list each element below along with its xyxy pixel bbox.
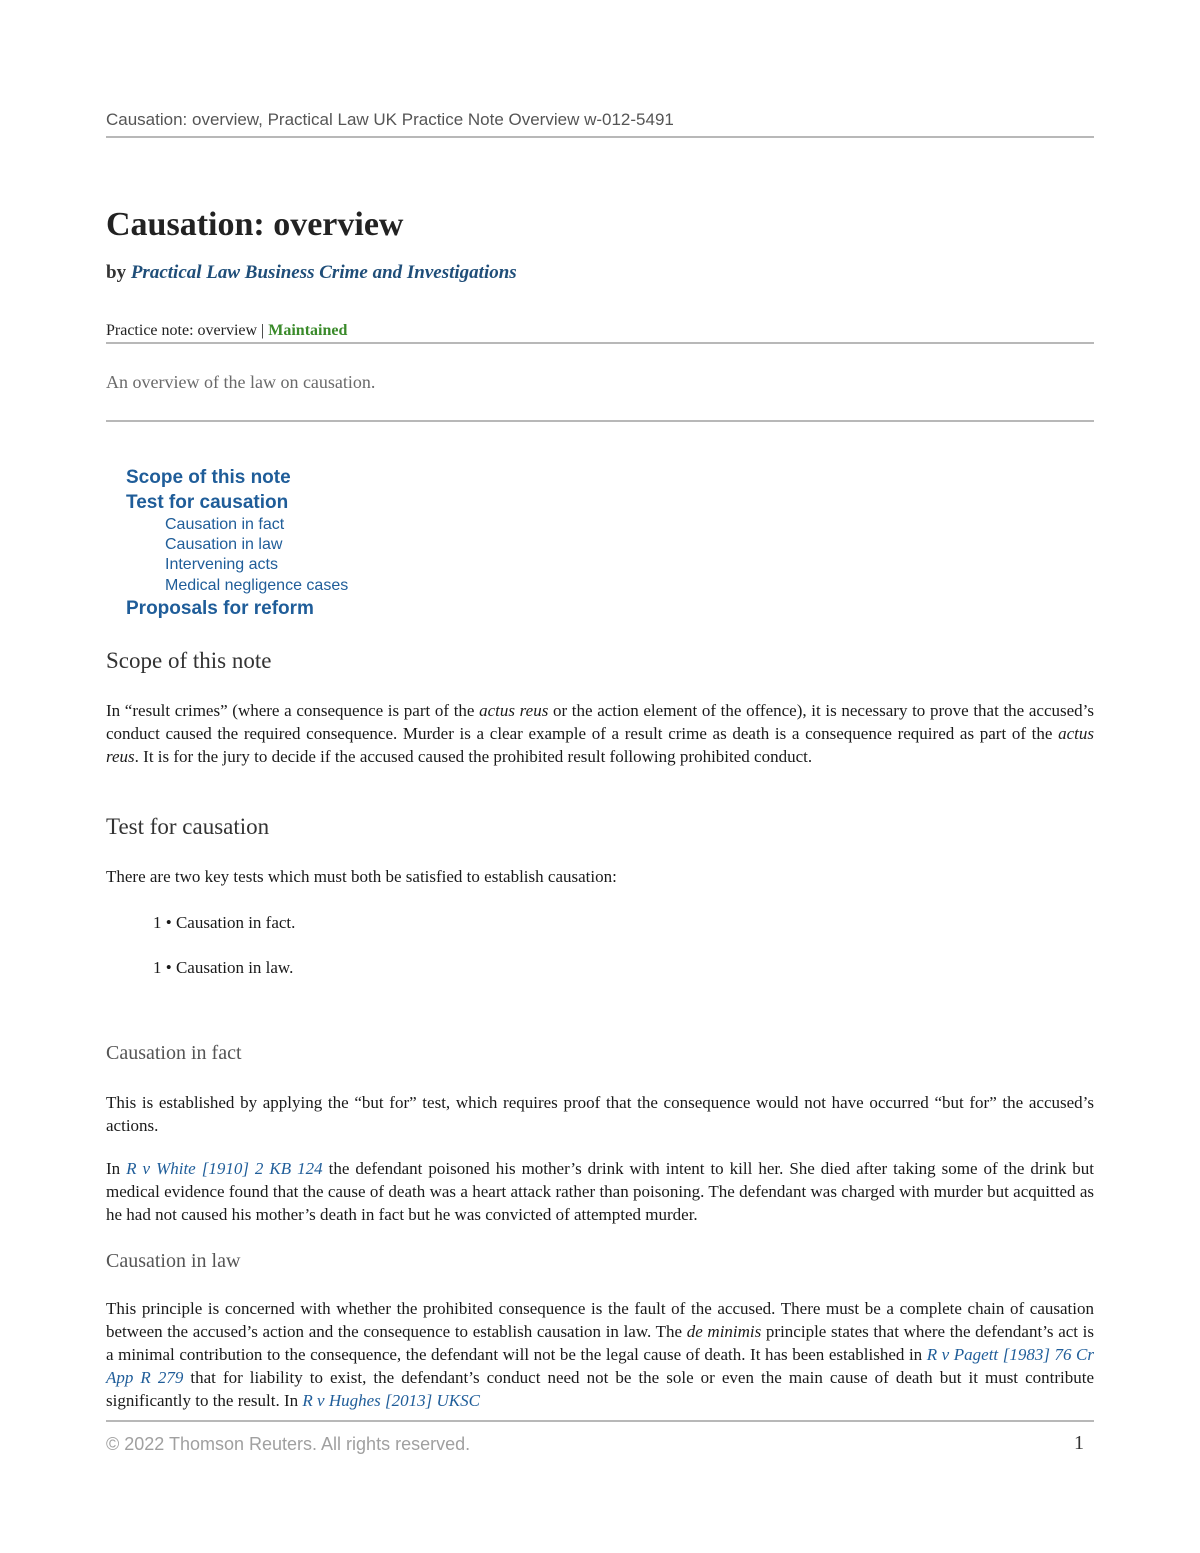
scope-emphasis-1: actus reus (479, 701, 549, 720)
byline (106, 262, 517, 284)
toc-causation-law[interactable]: Causation in law (165, 536, 283, 553)
law-paragraph (106, 1297, 1094, 1412)
byline-prefix: by (106, 262, 127, 283)
law-text-c: that for liability to exist, the defendant’s conduct need not be the sole or even the main cause of death but it must contribute significantly to the result. In (106, 1368, 1094, 1410)
summary-divider (106, 420, 1094, 422)
fact-heading: Causation in fact (106, 1042, 242, 1064)
author-link[interactable]: Practical Law Business Crime and Investigations (130, 262, 517, 283)
copyright: © 2022 Thomson Reuters. All rights reserved. (106, 1434, 471, 1454)
scope-heading: Scope of this note (106, 648, 272, 673)
summary: An overview of the law on causation. (106, 372, 376, 392)
fact-text-a: In (106, 1159, 121, 1178)
toc-test[interactable]: Test for causation (126, 492, 289, 513)
meta-divider (106, 342, 1094, 344)
bullet-marker: 1 • (153, 958, 172, 977)
toc-intervening[interactable]: Intervening acts (165, 556, 278, 573)
scope-text-a: In “result crimes” (where a consequence is part of the (106, 701, 475, 720)
scope-emphasis-2: actus reus (106, 724, 1094, 766)
law-text-b: principle states that where the defendant’s act is a minimal contribution to the consequence, the defendant will not be the legal cause of death. It has been established in (106, 1322, 1095, 1364)
toc-causation-fact[interactable]: Causation in fact (165, 516, 285, 533)
toc-reform[interactable]: Proposals for reform (126, 598, 314, 619)
header-divider (106, 136, 1094, 138)
scope-paragraph (106, 699, 1094, 768)
fact-text-b: the defendant poisoned his mother’s drink with intent to kill her. She died after taking some of the drink but medical evidence found that the cause of death was a heart attack rather than poisoning. The defendant was charged with murder but acquitted as he had not caused his mother’s death in fact but he was convicted of attempted murder. (106, 1159, 1095, 1224)
fact-paragraph-2 (106, 1157, 1094, 1226)
toc-medical[interactable]: Medical negligence cases (165, 577, 349, 594)
case-link-hughes[interactable]: R v Hughes [2013] UKSC (302, 1391, 480, 1410)
status-badge: Maintained (268, 322, 348, 339)
case-link-pagett[interactable]: R v Pagett [1983] 76 Cr App R 279 (106, 1345, 1094, 1387)
page-title: Causation: overview (106, 206, 404, 243)
bullet-text: Causation in law. (175, 958, 294, 977)
scope-text-c: . It is for the jury to decide if the accused caused the prohibited result following prohibited conduct. (134, 747, 813, 766)
law-heading: Causation in law (106, 1250, 241, 1272)
fact-paragraph-1: This is established by applying the “but for” test, which requires proof that the consequence would not have occurred “but for” the accused’s actions. (106, 1093, 1094, 1135)
scope-text-b: or the action element of the offence), it is necessary to prove that the accused’s conduct caused the required consequence. Murder is a clear example of a result crime as death is a consequence required as part of the (106, 701, 1095, 743)
document-meta (106, 322, 347, 340)
page-number: 1 (1074, 1432, 1084, 1454)
bullet-marker: 1 • (153, 913, 172, 932)
case-link-white[interactable]: R v White [1910] 2 KB 124 (126, 1159, 323, 1178)
bullet-text: Causation in fact. (175, 913, 296, 932)
list-item (153, 958, 293, 978)
test-heading: Test for causation (106, 814, 270, 839)
toc-scope[interactable]: Scope of this note (126, 467, 291, 488)
law-text-a: This principle is concerned with whether the prohibited consequence is the fault of the accused. There must be a complete chain of causation between the accused’s action and the consequence to establish causation in law. The (106, 1299, 1094, 1341)
running-header: Causation: overview, Practical Law UK Practice Note Overview w-012-5491 (106, 110, 674, 129)
test-intro: There are two key tests which must both be satisfied to establish causation: (106, 867, 617, 886)
law-emphasis: de minimis (686, 1322, 762, 1341)
list-item (153, 913, 295, 933)
footer-divider (106, 1420, 1094, 1422)
meta-type: Practice note: overview | (106, 322, 265, 339)
